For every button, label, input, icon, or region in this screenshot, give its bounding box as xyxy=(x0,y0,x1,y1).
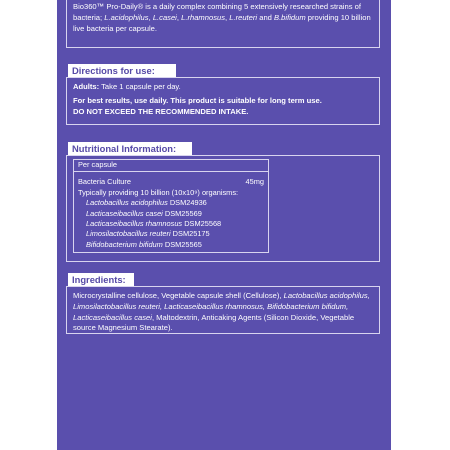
organism-code: DSM24936 xyxy=(167,198,207,208)
ingredients-bacteria: Lactobacillus acidophilus, Limosilactobacillus reuteri, Lacticaseibacillus rhamnosus, Bifidobacterium bifidum, Lacticaseibacillus casei xyxy=(73,291,370,322)
separator: , xyxy=(176,12,182,22)
brand-name: Bio360™ Pro-Daily® xyxy=(73,2,144,11)
label-panel xyxy=(57,0,391,450)
directions-heading: Directions for use: xyxy=(68,64,176,77)
ingredients-box xyxy=(66,286,380,334)
directions-section xyxy=(66,64,380,125)
ingredients-text-2: , Maltodextrin, Anticaking Agents (Silicon Dioxide, Vegetable source Magnesium Stearate). xyxy=(73,312,355,333)
intro-section xyxy=(66,0,380,48)
strain-reuteri: L.reuteri xyxy=(229,12,258,22)
strain-rhamnosus: L.rhamnosus xyxy=(181,12,226,22)
adults-text: Take 1 capsule per day. xyxy=(99,82,181,91)
adults-line xyxy=(73,82,374,93)
organism-name: Bifidobacterium bifidum xyxy=(86,239,163,249)
organism-row xyxy=(78,198,264,208)
adults-label: Adults: xyxy=(73,82,100,91)
strain-acidophilus: L.acidophilus xyxy=(104,12,149,22)
ingredients-section xyxy=(66,273,380,334)
organism-name: Lacticaseibacillus casei xyxy=(86,208,163,218)
culture-row xyxy=(78,177,264,187)
organism-row xyxy=(78,209,264,219)
organism-code: DSM25569 xyxy=(162,208,202,218)
directions-box xyxy=(66,77,380,125)
separator: , xyxy=(148,12,153,22)
organism-code: DSM25175 xyxy=(170,229,210,239)
organism-name: Lacticaseibacillus rhamnosus xyxy=(86,219,183,229)
culture-value: 45mg xyxy=(245,177,264,187)
intake-warning: DO NOT EXCEED THE RECOMMENDED INTAKE. xyxy=(73,106,249,116)
typically-line: Typically providing 10 billion (10x10⁹) organisms: xyxy=(78,187,239,197)
separator: , xyxy=(225,12,230,22)
nutrition-section xyxy=(66,142,380,262)
organism-code: DSM25568 xyxy=(182,219,222,229)
nutrition-table xyxy=(73,159,269,253)
intro-box xyxy=(66,0,380,48)
nutrition-heading: Nutritional Information: xyxy=(68,142,192,155)
ingredients-text-1: Microcrystalline cellulose, Vegetable capsule shell (Cellulose), xyxy=(73,291,284,300)
nutrition-box xyxy=(66,155,380,262)
organism-code: DSM25565 xyxy=(162,239,202,249)
organism-name: Limosilactobacillus reuteri xyxy=(86,229,171,239)
strain-bifidum: B.bifidum xyxy=(274,12,306,22)
daily-use-note: For best results, use daily. This product is suitable for long term use. xyxy=(73,95,322,105)
strain-casei: L.casei xyxy=(152,12,177,22)
organism-name: Lactobacillus acidophilus xyxy=(86,198,168,208)
intro-text-end: providing 10 billion live bacteria per capsule. xyxy=(73,12,371,33)
organism-row xyxy=(78,219,264,229)
intro-text: is a daily complex combining 5 extensively researched strains of bacteria; xyxy=(73,2,361,22)
culture-label: Bacteria Culture xyxy=(78,177,131,187)
organism-row xyxy=(78,240,264,250)
ingredients-heading: Ingredients: xyxy=(68,273,134,286)
per-capsule-header: Per capsule xyxy=(74,160,268,172)
separator: and xyxy=(257,12,274,22)
organism-row xyxy=(78,229,264,239)
